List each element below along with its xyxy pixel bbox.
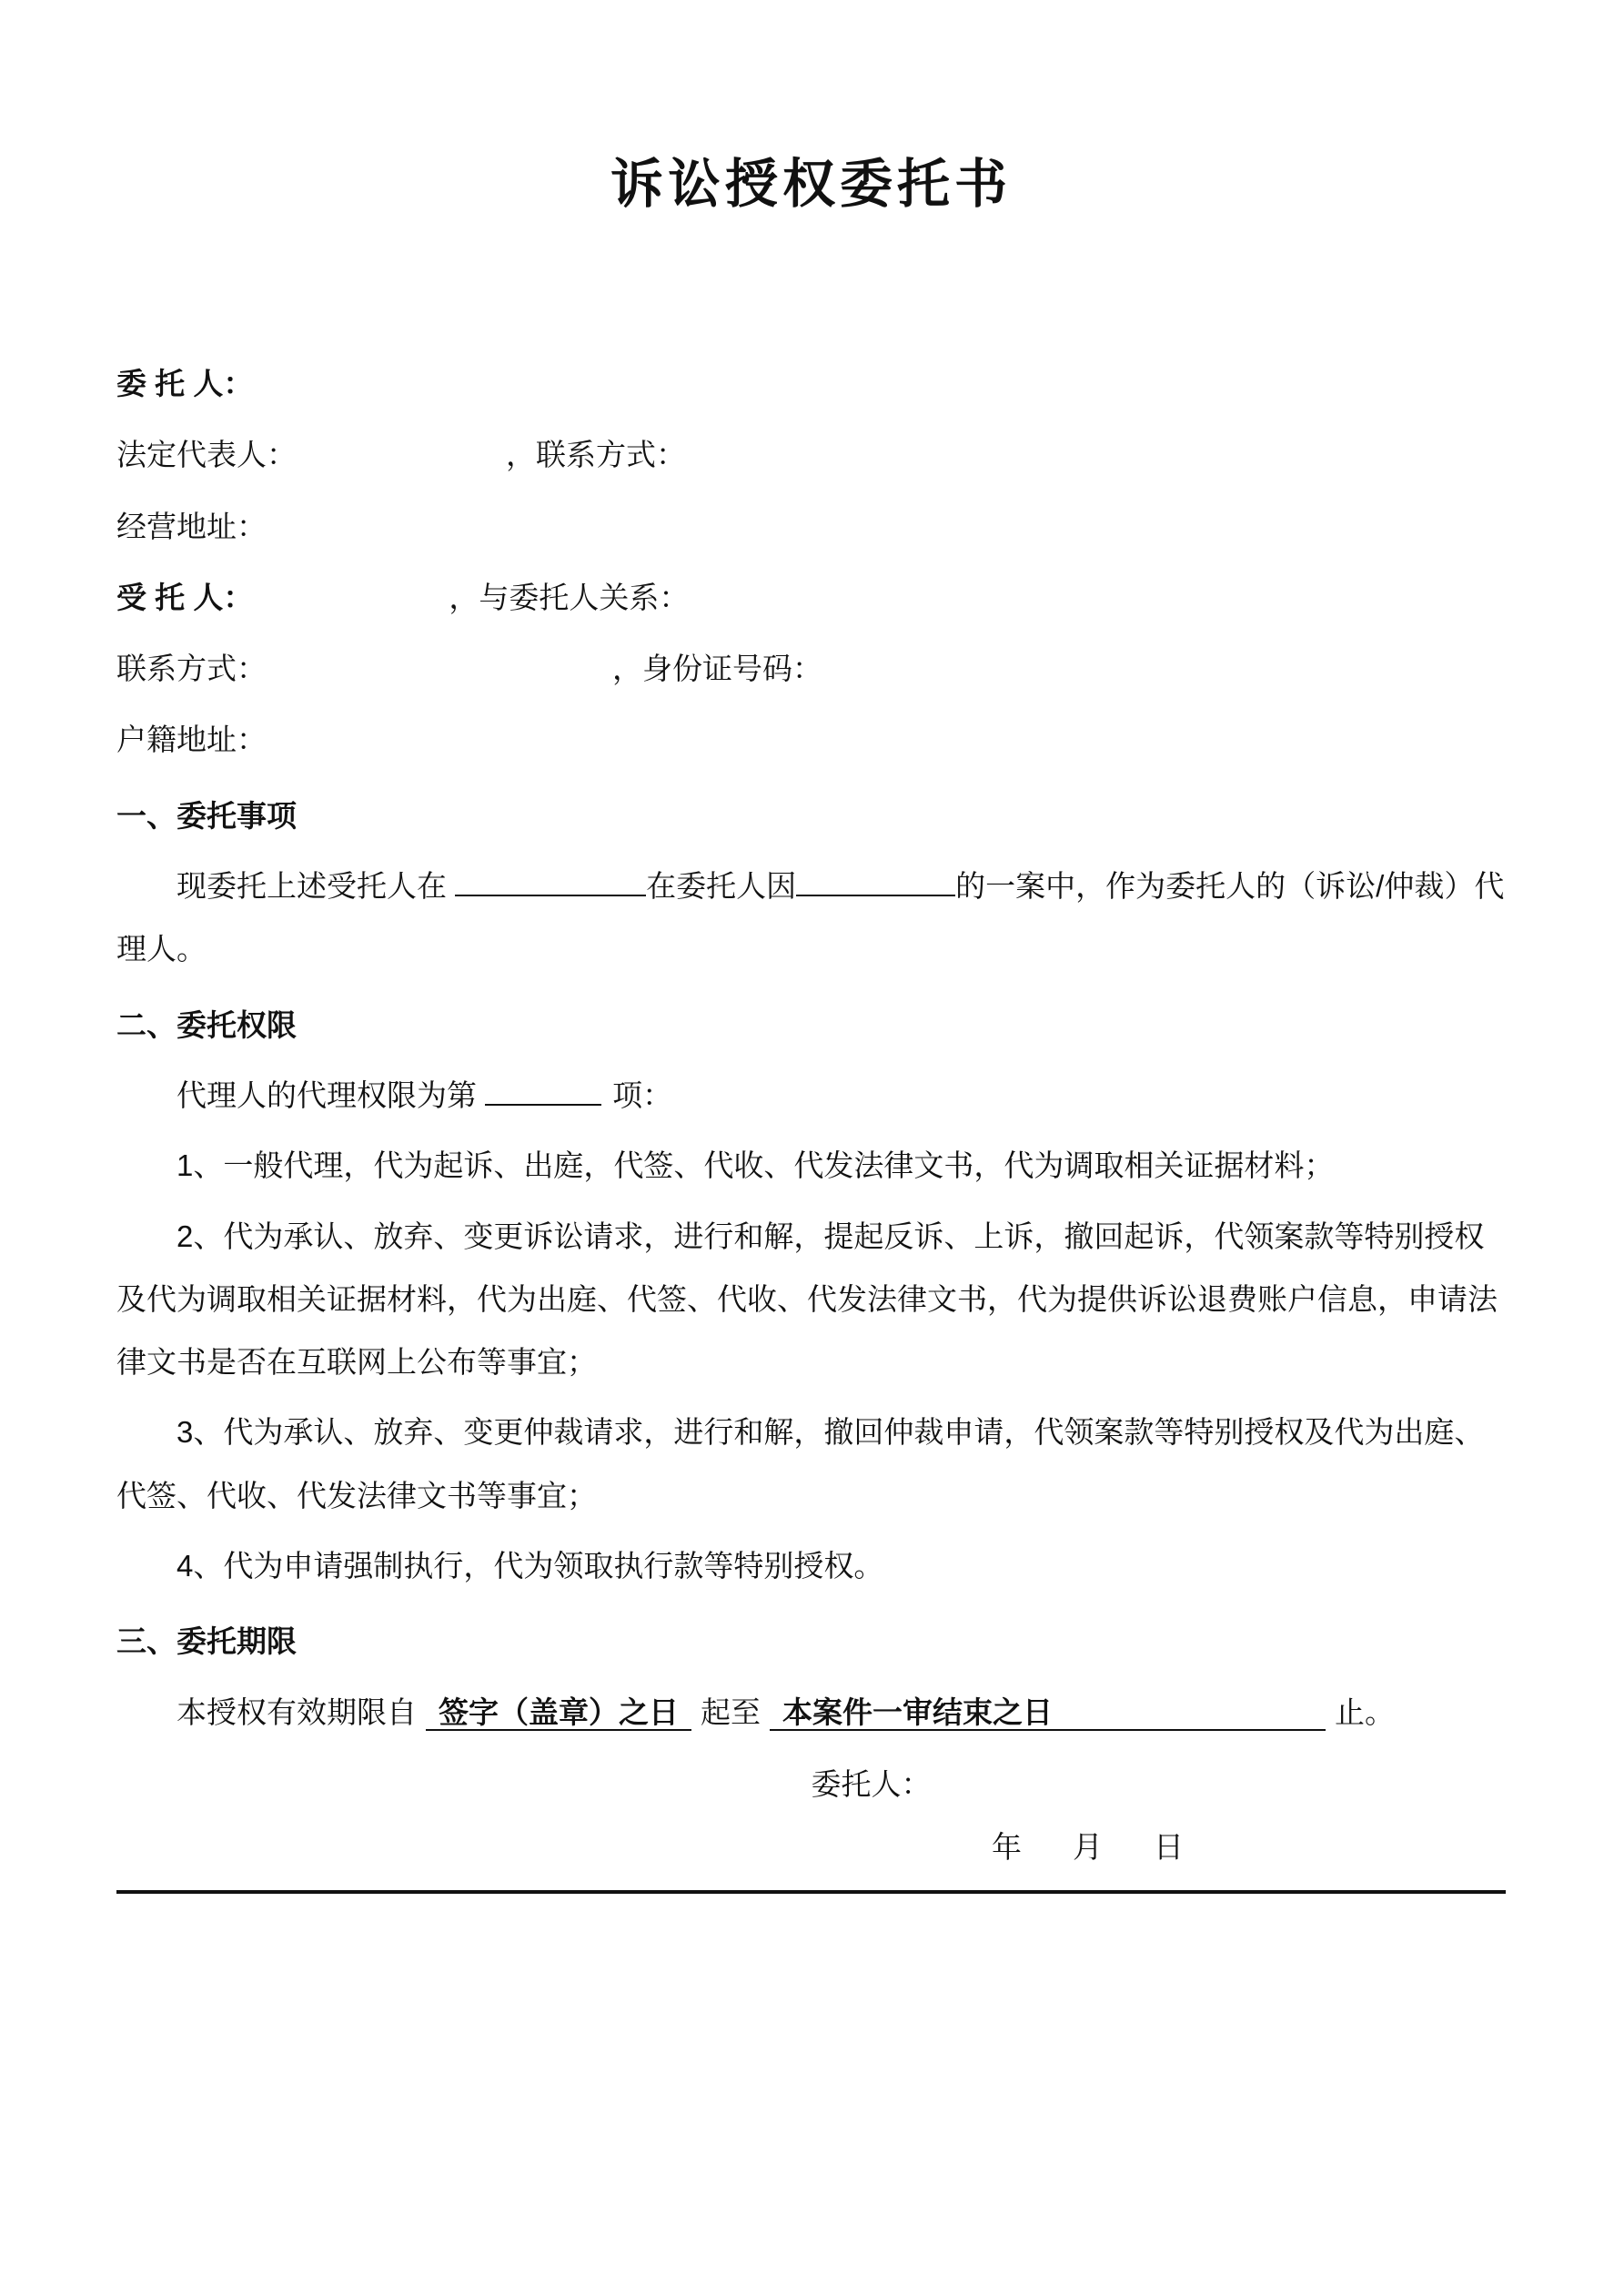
section2-intro-text-2: 项： [612,1077,673,1112]
section2-intro [116,1064,1506,1127]
section1-text-1: 现委托上述受托人在 [177,869,447,904]
legal-rep-line [116,423,1506,486]
client-label: 委 托 人： [116,367,254,400]
date-month-label: 月 [1073,1830,1103,1865]
trustee-line [116,566,1506,629]
validity-underlined-1: 签字（盖章）之日 [426,1695,691,1731]
section2-intro-blank [485,1076,601,1106]
section2-item-3: 3、代为承认、放弃、变更仲裁请求，进行和解，撤回仲裁申请，代领案款等特别授权及代为出庭、代签、代收、代发法律文书等事宜； [116,1415,1485,1512]
business-address-label: 经营地址： [116,509,267,543]
section1-text-2: 在委托人因 [646,869,797,904]
section2-item-1: 1、一般代理，代为起诉、出庭，代签、代收、代发法律文书，代为调取相关证据材料； [177,1148,1335,1183]
section3-validity-line [116,1681,1506,1744]
legal-rep-contact-label: ，联系方式： [506,438,686,472]
contact-label: 联系方式： [116,652,267,686]
section2-item-4: 4、代为申请强制执行，代为领取执行款等特别授权。 [177,1549,884,1583]
section1-text-3: 的一案中，作为委托人的（诉讼/仲裁）代理人。 [116,869,1505,966]
validity-underlined-2: 本案件一审结束之日 [770,1695,1326,1731]
trustee-blank [253,607,449,608]
section3-heading: 三、委托期限 [116,1624,297,1659]
contact-blank [267,678,612,679]
registered-address-label: 户籍地址： [116,723,267,757]
legal-rep-blank [297,464,506,465]
trustee-relation-label: ，与委托人关系： [449,580,690,614]
registered-address-line [116,708,1506,771]
validity-text-2: 起至 [701,1694,761,1729]
validity-text-1: 本授权有效期限自 [177,1694,417,1729]
signature-date-line [116,1816,1506,1878]
client-line [116,352,1506,415]
section1-blank-1 [455,866,646,896]
section2-item-2: 2、代为承认、放弃、变更诉讼请求，进行和解，提起反诉、上诉，撤回起诉，代领案款等特别授权及代为调取相关证据材料，代为出庭、代签、代收、代发法律文书，代为提供诉讼退费账户信息，申请法律文书是否在互联网上公布等事宜； [116,1219,1498,1380]
legal-rep-label: 法定代表人： [116,438,297,472]
validity-text-3: 止。 [1335,1694,1395,1729]
contact-line [116,637,1506,700]
document-title: 诉讼授权委托书 [610,155,1012,214]
trustee-label: 受 托 人： [116,580,254,614]
section1-paragraph [116,855,1506,981]
date-day-label: 日 [1154,1830,1184,1865]
section2-heading: 二、委托权限 [116,1007,297,1042]
date-year-label: 年 [992,1830,1022,1865]
business-address-line [116,495,1506,558]
section2-intro-text-1: 代理人的代理权限为第 [177,1077,477,1112]
id-number-label: ，身份证号码： [612,652,822,686]
section1-blank-2 [796,866,955,896]
section1-heading: 一、委托事项 [116,798,297,833]
bottom-rule [116,1890,1506,1894]
signature-client-label: 委托人： [811,1766,932,1801]
